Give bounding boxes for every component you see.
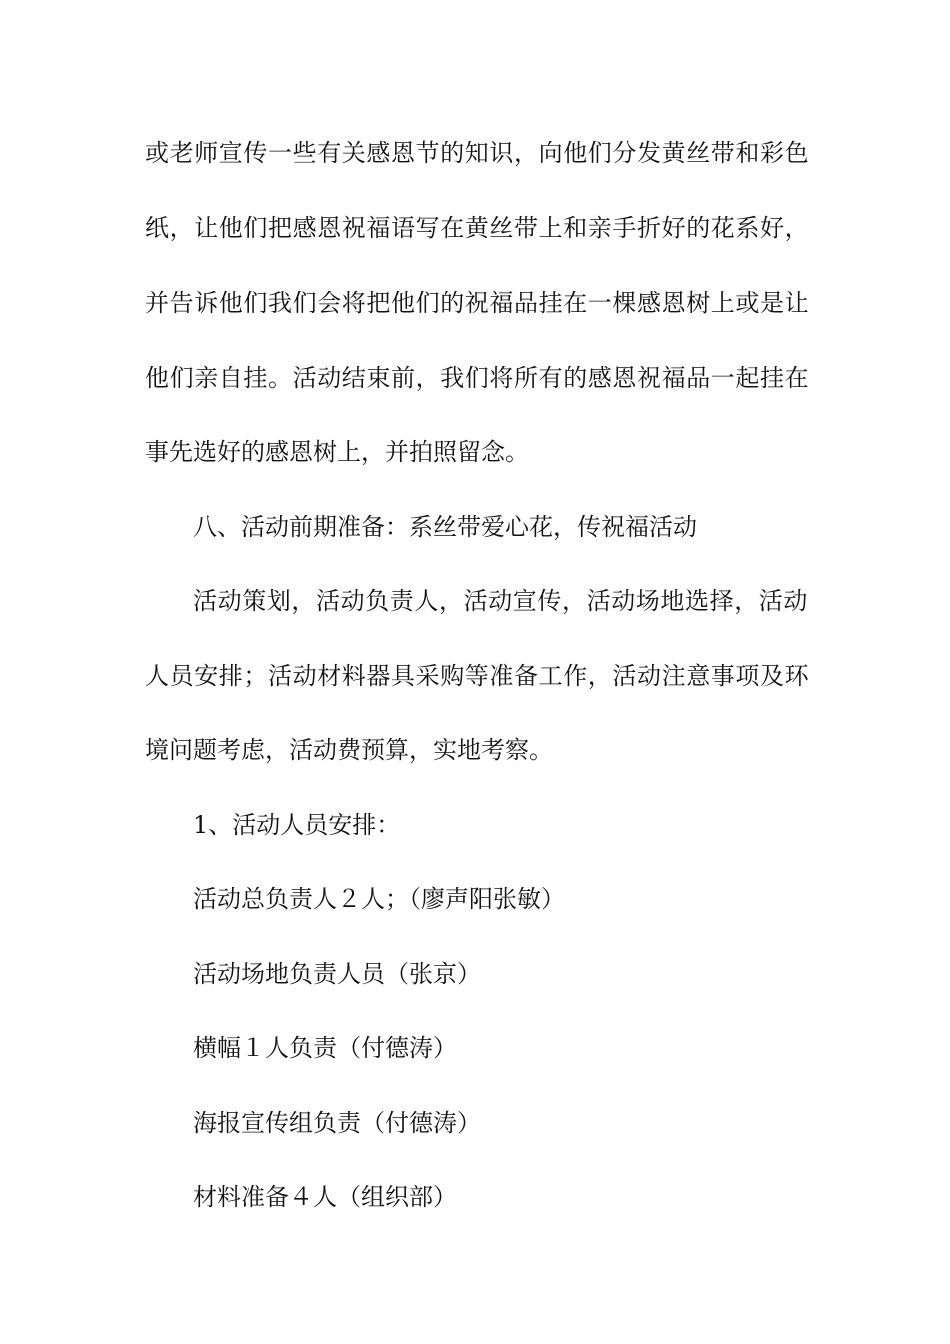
list-item: 横幅１人负责（付德涛） (193, 1034, 457, 1062)
intro-paragraph-line-2: 纸，让他们把感恩祝福语写在黄丝带上和亲手折好的花系好， (145, 214, 810, 242)
staff-subheading: 1、活动人员安排： (193, 811, 401, 839)
list-item: 活动总负责人２人；（廖声阳张敏） (193, 885, 565, 913)
list-item: 活动场地负责人员（张京） (193, 960, 481, 988)
list-item: 材料准备４人（组织部） (193, 1183, 457, 1211)
prep-paragraph-line-3: 境问题考虑，活动费预算，实地考察。 (145, 736, 553, 764)
list-item: 海报宣传组负责（付德涛） (193, 1109, 481, 1137)
intro-paragraph-line-5: 事先选好的感恩树上，并拍照留念。 (145, 438, 529, 466)
intro-paragraph-line-3: 并告诉他们我们会将把他们的祝福品挂在一棵感恩树上或是让 (145, 289, 810, 317)
intro-paragraph-line-4: 他们亲自挂。活动结束前，我们将所有的感恩祝福品一起挂在 (145, 364, 810, 392)
section-heading: 八、活动前期准备：系丝带爱心花，传祝福活动 (193, 513, 697, 541)
prep-paragraph-line-1: 活动策划，活动负责人，活动宣传，活动场地选择，活动 (193, 587, 808, 615)
intro-paragraph-line-1: 或老师宣传一些有关感恩节的知识，向他们分发黄丝带和彩色 (145, 139, 810, 167)
prep-paragraph-line-2: 人员安排；活动材料器具采购等准备工作，活动注意事项及环 (145, 662, 810, 690)
